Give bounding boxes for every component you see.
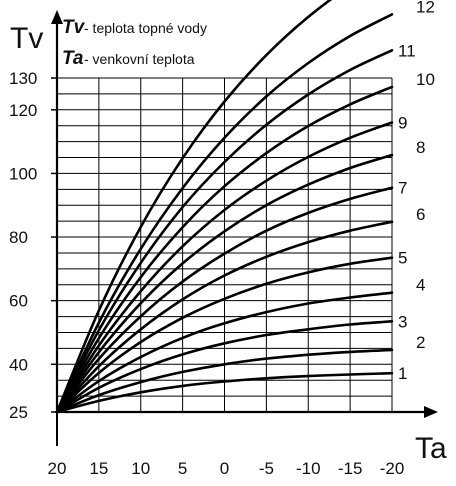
y-tick-label: 100 [9, 164, 38, 184]
chart-grid [57, 78, 392, 412]
legend-abbr-ta: Ta [62, 48, 84, 69]
y-tick-label: 60 [9, 291, 28, 311]
legend-text-ta: - venkovní teplota [84, 51, 195, 67]
x-tick-label: -20 [379, 459, 405, 478]
x-tick-label: 20 [47, 459, 67, 478]
y-tick-label: 25 [9, 403, 28, 422]
curve-label-12: 12 [416, 0, 435, 17]
y-tick-label: 120 [9, 100, 38, 120]
x-tick-label: 10 [131, 459, 151, 478]
curve-label-3: 3 [398, 312, 408, 332]
x-tick-label: 15 [89, 459, 109, 478]
x-tick-label: 0 [219, 459, 230, 478]
x-tick-label: -10 [295, 459, 321, 478]
curve-label-9: 9 [398, 113, 408, 133]
x-tick-label: -5 [258, 459, 274, 478]
curve-label-1: 1 [398, 364, 408, 384]
legend-text-tv: - teplota topné vody [84, 20, 207, 36]
x-axis-arrow-icon [424, 406, 438, 418]
y-tick-label: 40 [9, 355, 28, 375]
x-axis-title: Ta [415, 432, 447, 465]
x-tick-label: 5 [177, 459, 188, 478]
curve-label-2: 2 [416, 332, 426, 352]
y-tick-label: 130 [9, 69, 38, 88]
legend [62, 17, 207, 69]
curve-label-8: 8 [416, 137, 426, 157]
curve-labels [398, 0, 435, 383]
curve-label-6: 6 [416, 204, 426, 224]
axis-ticks [9, 69, 404, 478]
x-tick-label: -15 [337, 459, 363, 478]
legend-abbr-tv: Tv [62, 17, 85, 38]
curve-label-5: 5 [398, 248, 408, 268]
y-axis-title: Tv [10, 22, 44, 55]
curve-label-10: 10 [416, 69, 435, 89]
y-tick-label: 80 [9, 228, 28, 248]
curve-label-4: 4 [416, 275, 426, 295]
curve-label-7: 7 [398, 178, 408, 198]
curve-label-11: 11 [398, 41, 416, 61]
